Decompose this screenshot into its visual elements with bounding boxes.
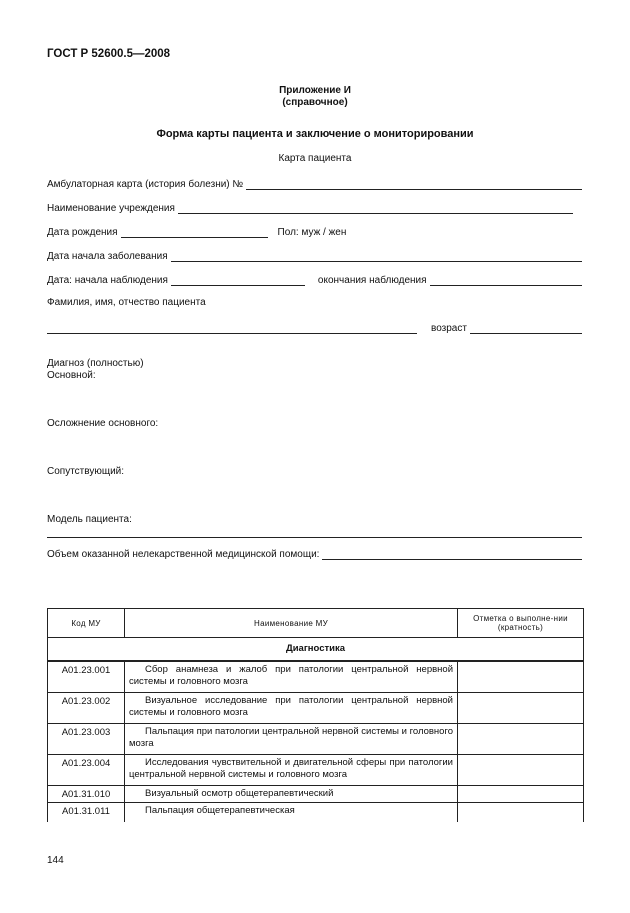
header-name: Наименование МУ — [125, 609, 458, 638]
table-row — [48, 754, 584, 785]
observation-end-field[interactable] — [430, 276, 582, 286]
document-header: ГОСТ Р 52600.5—2008 — [47, 48, 171, 60]
table-row — [48, 802, 584, 822]
row-name: Визуальный осмотр общетерапевтический — [125, 785, 458, 802]
institution-label: Наименование учреждения — [47, 203, 175, 214]
services-table — [47, 608, 584, 822]
patient-name-field[interactable] — [47, 324, 417, 334]
page-number: 144 — [47, 855, 64, 866]
row-code: A01.23.004 — [48, 754, 125, 785]
concomitant-label: Сопутствующий: — [47, 466, 125, 477]
diagnosis-label: Диагноз (полностью) — [47, 358, 144, 369]
row-mark-cell[interactable] — [458, 692, 584, 723]
non-drug-care-field[interactable] — [322, 550, 582, 560]
row-name: Пальпация общетерапевтическая — [125, 802, 458, 822]
row-mark-cell[interactable] — [458, 802, 584, 822]
birth-date-row — [47, 225, 582, 238]
outpatient-card-field[interactable] — [246, 180, 582, 190]
form-title: Форма карты пациента и заключение о мониторировании — [156, 128, 474, 140]
table-row — [48, 692, 584, 723]
onset-date-label: Дата начала заболевания — [47, 251, 168, 262]
row-name: Исследования чувствительной и двигательной сферы при патологии центральной нервной системы и головного мозга — [125, 754, 458, 785]
age-field[interactable] — [470, 324, 582, 334]
row-mark-cell[interactable] — [458, 723, 584, 754]
outpatient-card-row — [47, 177, 582, 190]
onset-date-row — [47, 249, 582, 262]
row-mark-cell[interactable] — [458, 785, 584, 802]
birth-date-label: Дата рождения — [47, 227, 118, 238]
observation-row — [47, 273, 582, 286]
row-mark-cell[interactable] — [458, 661, 584, 692]
form-subtitle: Карта пациента — [278, 153, 352, 164]
outpatient-card-label: Амбулаторная карта (история болезни) № — [47, 179, 244, 190]
non-drug-care-label: Объем оказанной нелекарственной медицинской помощи: — [47, 549, 320, 560]
non-drug-care-row — [47, 547, 582, 560]
section-title: Диагностика — [48, 638, 584, 662]
onset-date-field[interactable] — [171, 252, 582, 262]
row-code: A01.23.003 — [48, 723, 125, 754]
table-row — [48, 785, 584, 802]
table-header-row — [48, 609, 584, 638]
patient-model-label: Модель пациента: — [47, 514, 132, 525]
main-diagnosis-label: Основной: — [47, 370, 96, 381]
appendix-note: (справочное) — [282, 97, 348, 108]
observation-start-label: Дата: начала наблюдения — [47, 275, 168, 286]
row-mark-cell[interactable] — [458, 754, 584, 785]
institution-field[interactable] — [178, 204, 573, 214]
patient-model-line[interactable] — [47, 537, 582, 538]
table-row — [48, 723, 584, 754]
sex-label: Пол: муж / жен — [277, 227, 347, 238]
observation-start-field[interactable] — [171, 276, 305, 286]
complication-label: Осложнение основного: — [47, 418, 159, 429]
observation-end-label: окончания наблюдения — [317, 275, 427, 286]
age-label: возраст — [431, 323, 467, 334]
appendix-title: Приложение И — [279, 85, 351, 96]
row-code: A01.31.010 — [48, 785, 125, 802]
row-name: Визуальное исследование при патологии центральной нервной системы и головного мозга — [125, 692, 458, 723]
birth-date-field[interactable] — [121, 228, 268, 238]
row-name: Пальпация при патологии центральной нервной системы и головного мозга — [125, 723, 458, 754]
header-code: Код МУ — [48, 609, 125, 638]
row-code: A01.31.011 — [48, 802, 125, 822]
row-code: A01.23.001 — [48, 661, 125, 692]
institution-row — [47, 201, 573, 214]
patient-name-label: Фамилия, имя, отчество пациента — [47, 297, 206, 308]
row-code: A01.23.002 — [48, 692, 125, 723]
header-mark: Отметка о выполне-нии (кратность) — [458, 609, 584, 638]
table-row — [48, 661, 584, 692]
section-row — [48, 638, 584, 662]
patient-name-row — [47, 321, 582, 334]
row-name: Сбор анамнеза и жалоб при патологии центральной нервной системы и головного мозга — [125, 661, 458, 692]
